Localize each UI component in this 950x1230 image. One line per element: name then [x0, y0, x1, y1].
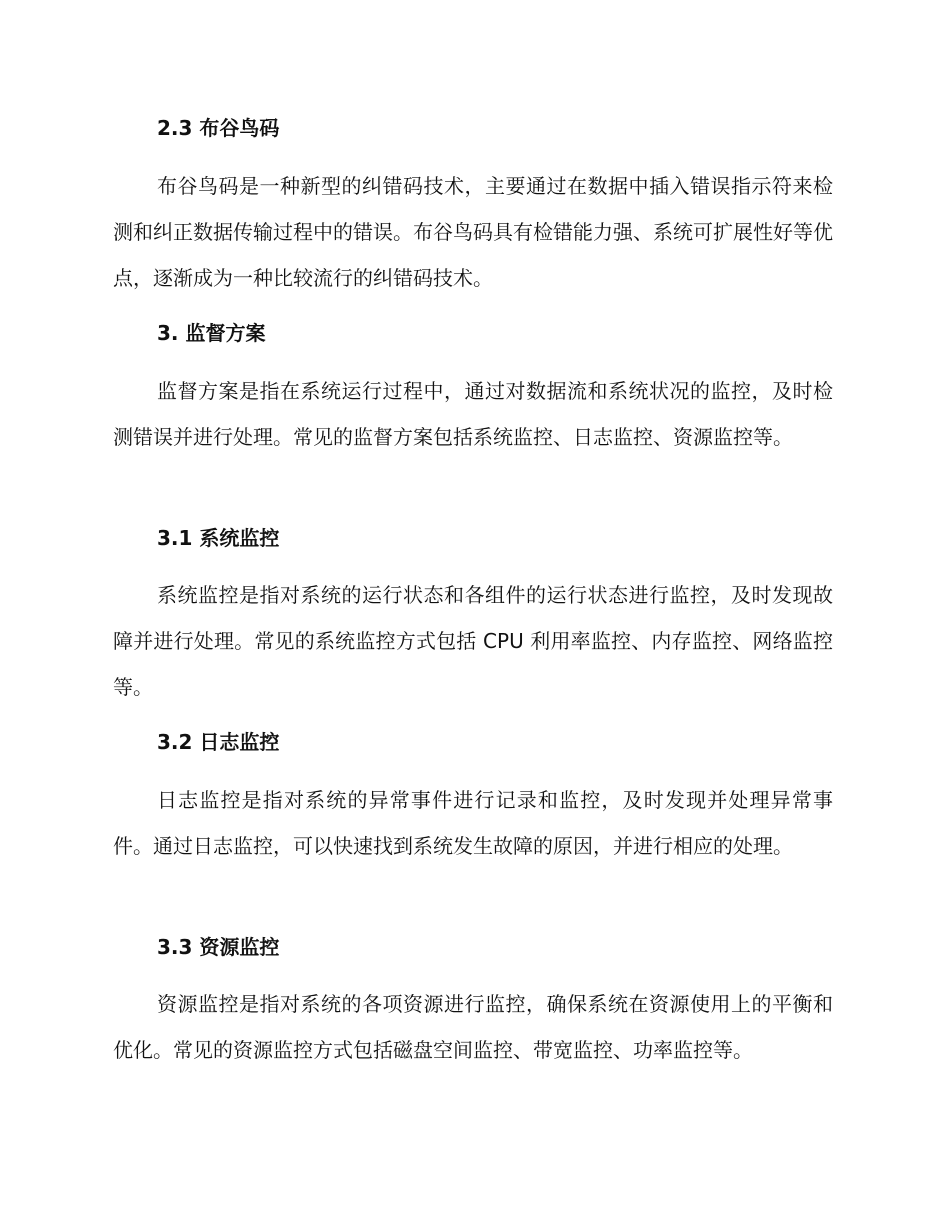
paragraph-3: 监督方案是指在系统运行过程中，通过对数据流和系统状况的监控，及时检测错误并进行处理。常见的监督方案包括系统监控、日志监控、资源监控等。 [113, 379, 833, 449]
paragraph-3-1: 系统监控是指对系统的运行状态和各组件的运行状态进行监控，及时发现故障并进行处理。常见的系统监控方式包括 CPU 利用率监控、内存监控、网络监控等。 [113, 583, 833, 699]
heading-3-2: 3.2 日志监控 [157, 730, 280, 754]
paragraph-3-3: 资源监控是指对系统的各项资源进行监控，确保系统在资源使用上的平衡和优化。常见的资源监控方式包括磁盘空间监控、带宽监控、功率监控等。 [113, 992, 833, 1062]
paragraph-3-2: 日志监控是指对系统的异常事件进行记录和监控，及时发现并处理异常事件。通过日志监控，可以快速找到系统发生故障的原因，并进行相应的处理。 [113, 788, 833, 858]
heading-3: 3. 监督方案 [157, 321, 266, 345]
heading-3-1: 3.1 系统监控 [157, 526, 280, 550]
heading-3-3: 3.3 资源监控 [157, 935, 280, 959]
heading-2-3: 2.3 布谷鸟码 [157, 116, 280, 140]
paragraph-2-3: 布谷鸟码是一种新型的纠错码技术，主要通过在数据中插入错误指示符来检测和纠正数据传输过程中的错误。布谷鸟码具有检错能力强、系统可扩展性好等优点，逐渐成为一种比较流行的纠错码技术。 [113, 174, 833, 290]
